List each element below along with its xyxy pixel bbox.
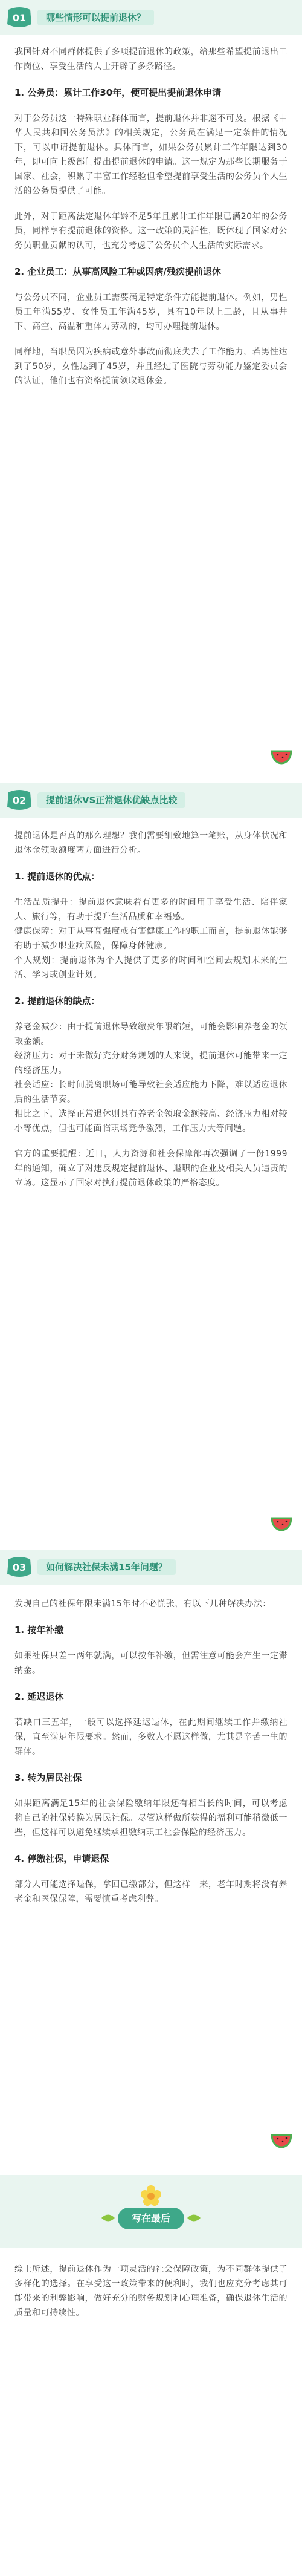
watermelon-icon <box>269 2129 294 2153</box>
list-item: 经济压力：对于未做好充分财务规划的人来说，提前退休可能带来一定的经济压力。 <box>14 1051 288 1075</box>
ending-label: 写在最后 <box>118 2208 184 2229</box>
ending-banner <box>0 2175 302 2248</box>
list-item: 健康保障：对于从事高强度或有害健康工作的职工而言，提前退休能够有助于减少职业病风险，保障身体健康。 <box>14 927 288 951</box>
section-intro-1: 我国针对不同群体提供了多项提前退休的政策，给那些希望提前退出工作岗位、享受生活的人士开辟了多条路径。 <box>14 47 288 71</box>
subheading-stop-payment: 4. 停缴社保，申请退保 <box>14 1853 109 1864</box>
section-number-badge-2 <box>6 789 33 812</box>
paragraph: 此外，对于距离法定退休年龄不足5年且累计工作年限已满20年的公务员，同样享有提前退休的资格。这一政策的灵活性，既体现了国家对公务员职业贡献的认可，也充分考虑了公务员个人生活的实际需求。 <box>14 212 288 250</box>
subheading-pay-back: 1. 按年补缴 <box>14 1625 64 1635</box>
section-divider <box>0 745 302 769</box>
ending-paragraph: 综上所述，提前退休作为一项灵活的社会保障政策，为不同群体提供了多样化的选择。在享受这一政策带来的便利时，我们也应充分考虑其可能带来的利弊影响，做好充分的财务规划和心理准备，确保退休生活的质量和可持续性。 <box>14 2265 288 2318</box>
section-title-2: 提前退休VS正常退休优缺点比较 <box>37 792 185 808</box>
section-header-2 <box>0 783 302 818</box>
paragraph: 部分人可能选择退保，拿回已缴部分，但这样一来，老年时期将没有养老金和医保保障，需要慎重考虑利弊。 <box>14 1880 288 1904</box>
watermelon-icon <box>269 1512 294 1536</box>
section-number-3: 03 <box>12 1561 27 1573</box>
subheading-disadvantages: 2. 提前退休的缺点： <box>14 996 100 1006</box>
subheading-civil-servant: 1. 公务员：累计工作30年，便可提出提前退休申请 <box>14 87 222 98</box>
paragraph: 如果社保只差一两年就满，可以按年补缴，但需注意可能会产生一定滞纳金。 <box>14 1651 288 1675</box>
leaf-icon <box>101 2214 115 2222</box>
section-header-3 <box>0 1550 302 1585</box>
ending-body <box>14 2262 288 2331</box>
subheading-advantages: 1. 提前退休的优点： <box>14 871 100 882</box>
section-body-3 <box>14 1597 288 1917</box>
list-item: 社会适应：长时间脱离职场可能导致社会适应能力下降，难以适应退休后的生活节奏。 <box>14 1080 288 1104</box>
paragraph: 与公务员不同，企业员工需要满足特定条件方能提前退休。例如，男性员工年满55岁、女性员工年满45岁，具有10年以上工龄，且从事井下、高空、高温和重体力劳动的，均可办理提前退休。 <box>14 293 288 331</box>
section-divider <box>0 1512 302 1536</box>
section-body-1 <box>14 45 288 399</box>
leaf-icon <box>187 2214 201 2222</box>
section-body-2 <box>14 829 288 1201</box>
paragraph: 若缺口三五年，一般可以选择延迟退休，在此期间继续工作并缴纳社保，直至满足年限要求。然而，多数人不愿这样做，尤其是辛苦一生的群体。 <box>14 1718 288 1756</box>
section-header-1 <box>0 0 302 35</box>
section-title-1: 哪些情形可以提前退休？ <box>37 10 154 25</box>
subheading-enterprise-employee: 2. 企业员工：从事高风险工种或因病/残疾提前退休 <box>14 266 221 277</box>
paragraph: 对于公务员这一特殊职业群体而言，提前退休并非遥不可及。根据《中华人民共和国公务员法》的相关规定，公务员在满足一定条件的情况下，可以申请提前退休。具体而言，如果公务员累计工作年限达到30年，即可向上级部门提出提前退休的申请。这一规定为那些长期服务于国家、社会，积累了丰富工作经验但希望提前享受生活的公务员个人生活的公务员提供了可能。 <box>14 114 288 196</box>
section-number-2: 02 <box>12 794 27 806</box>
section-number-badge-1 <box>6 6 33 29</box>
list-item: 相比之下，选择正常退休则具有养老金领取金额较高、经济压力相对较小等优点，但也可能面临职场竞争激烈，工作压力大等问题。 <box>14 1109 288 1133</box>
section-divider <box>0 2129 302 2153</box>
section-number-badge-3 <box>6 1556 33 1579</box>
watermelon-icon <box>269 745 294 769</box>
list-item: 个人规划：提前退休为个人提供了更多的时间和空间去规划未来的生活、学习或创业计划。 <box>14 956 288 980</box>
section-number-1: 01 <box>12 11 27 24</box>
subheading-delay-retirement: 2. 延迟退休 <box>14 1691 64 1702</box>
list-item: 养老金减少：由于提前退休导致缴费年限缩短，可能会影响养老金的领取金额。 <box>14 1022 288 1046</box>
paragraph: 如果距离满足15年的社会保险缴纳年限还有相当长的时间，可以考虑将自己的社保转换为居民社保。尽管这样做所获得的福利可能稍微低一些，但这样可以避免继续承担缴纳职工社会保险的经济压力。 <box>14 1799 288 1837</box>
flower-icon <box>140 2185 162 2206</box>
advantages-list <box>14 895 288 982</box>
disadvantages-list <box>14 1020 288 1136</box>
paragraph: 同样地，当职员因为疾病或意外事故而彻底失去了工作能力，若男性达到了50岁，女性达到了45岁，并且经过了医院与劳动能力鉴定委员会的认证，他们也有资格提前领取退休金。 <box>14 347 288 386</box>
official-reminder: 官方的重要提醒：近日，人力资源和社会保障部再次强调了一份1999年的通知，确立了对违反规定提前退休、退职的企业及相关人员追责的立场。这显示了国家对执行提前退休政策的严格态度。 <box>14 1149 288 1188</box>
section-intro-3: 发现自己的社保年限未满15年时不必慌张，有以下几种解决办法： <box>14 1599 271 1609</box>
section-intro-2: 提前退休是否真的那么理想？我们需要细致地算一笔账，从身体状况和退休金领取额度两方面进行分析。 <box>14 831 288 855</box>
section-title-3: 如何解决社保未满15年问题？ <box>37 1559 176 1575</box>
list-item: 生活品质提升：提前退休意味着有更多的时间用于享受生活、陪伴家人、旅行等，有助于提升生活品质和幸福感。 <box>14 898 288 922</box>
subheading-resident-insurance: 3. 转为居民社保 <box>14 1772 82 1783</box>
